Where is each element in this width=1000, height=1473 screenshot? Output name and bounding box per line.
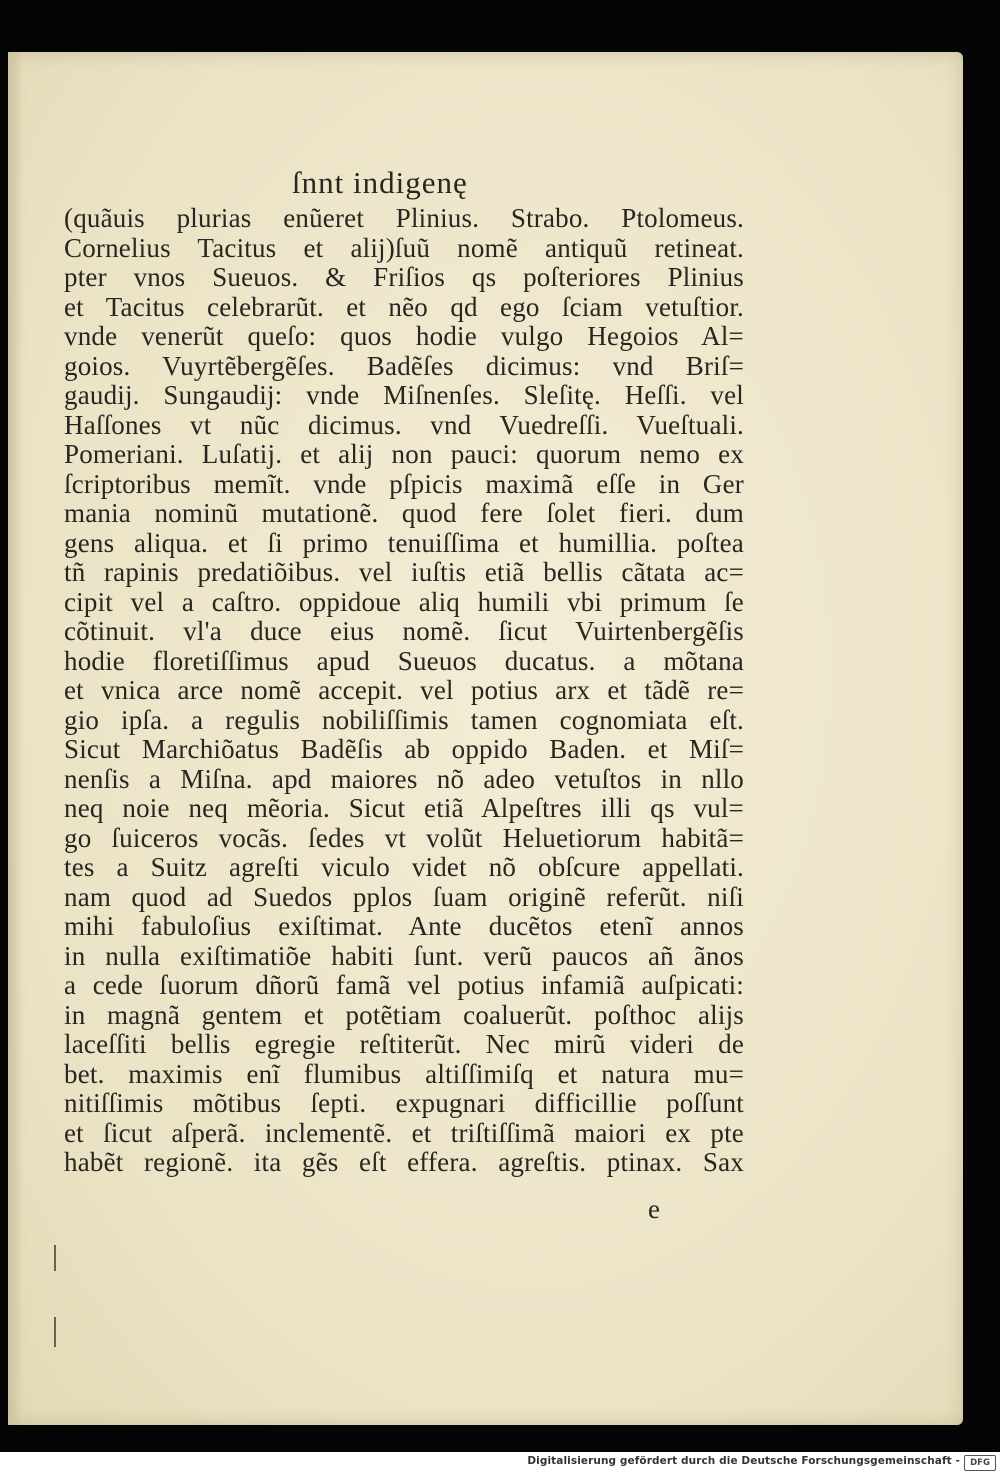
signature-mark: e bbox=[648, 1194, 660, 1224]
text-line: Sicut Marchiõatus Badẽſis ab oppido Baden. et Miſ= bbox=[64, 734, 744, 764]
text-line: Haſſones vt nũc dicimus. vnd Vuedreſſi. Vueſtuali. bbox=[64, 409, 744, 440]
text-line: cipit vel a caſtro. oppidoue aliq humili vbi primum ſe bbox=[64, 586, 744, 617]
text-line: habẽt regionẽ. ita gẽs eſt effera. agreſtis. ptinax. Sax bbox=[64, 1147, 744, 1177]
text-line: vnde venerũt queſo: quos hodie vulgo Hegoios Al= bbox=[64, 321, 744, 351]
text-line: goios. Vuyrtẽbergẽſes. Badẽſes dicimus: vnd Briſ= bbox=[64, 350, 744, 381]
text-line: Pomeriani. Luſatij. et alij non pauci: quorum nemo ex bbox=[64, 439, 744, 469]
gutter-mark bbox=[54, 1245, 56, 1271]
text-line: ſcriptoribus memĩt. vnde pſpicis maximã eſſe in Ger bbox=[64, 468, 744, 499]
text-block bbox=[64, 162, 744, 1178]
text-line: et ſicut aſperã. inclementẽ. et triſtiſſimã maiori ex pte bbox=[64, 1117, 744, 1148]
page-edge-shadow bbox=[8, 52, 22, 1425]
text-line: in nulla exiſtimatiõe habiti ſunt. verũ paucos añ ãnos bbox=[64, 940, 744, 971]
dfg-logo-icon: DFG bbox=[964, 1455, 996, 1471]
text-line: mihi fabuloſius exiſtimat. Ante ducẽtos etenĩ annos bbox=[64, 911, 744, 941]
book-page bbox=[8, 52, 963, 1425]
text-line: neq noie neq mẽoria. Sicut etiã Alpeſtres illi qs vul= bbox=[64, 793, 744, 823]
text-line: bet. maximis enĩ flumibus altiſſimiſq et natura mu= bbox=[64, 1058, 744, 1089]
text-line: go ſuiceros vocãs. ſedes vt volũt Heluetiorum habitã= bbox=[64, 822, 744, 853]
text-line: tes a Suitz agreſti viculo videt nõ obſcure appellati. bbox=[64, 852, 744, 882]
text-line: tñ rapinis predatiõibus. vel iuſtis etiã bellis cãtata ac= bbox=[64, 557, 744, 587]
text-line: gens aliqua. et ſi primo tenuiſſima et humillia. poſtea bbox=[64, 527, 744, 558]
text-line: gaudij. Sungaudij: vnde Miſnenſes. Sleſitę. Heſſi. vel bbox=[64, 380, 744, 410]
text-line: nitiſſimis mõtibus ſepti. expugnari difficillie poſſunt bbox=[64, 1088, 744, 1118]
text-line: (quãuis plurias enũeret Plinius. Strabo. Ptolomeus. bbox=[64, 203, 744, 233]
text-line: in magnã gentem et potẽtiam coaluerũt. poſthoc alijs bbox=[64, 999, 744, 1030]
text-line: nam quod ad Suedos pplos ſuam originẽ referũt. niſi bbox=[64, 881, 744, 912]
running-heading: ſnnt indigenę bbox=[292, 165, 468, 200]
footer-credit: Digitalisierung gefördert durch die Deutsche Forschungsgemeinschaft - bbox=[527, 1455, 960, 1467]
text-line: mania nominũ mutationẽ. quod fere ſolet fieri. dum bbox=[64, 498, 744, 528]
text-line: et Tacitus celebrarũt. et nẽo qd ego ſciam vetuſtior. bbox=[64, 291, 744, 322]
text-line: Cornelius Tacitus et alij)ſuũ nomẽ antiquũ retineat. bbox=[64, 232, 744, 263]
text-line: a cede ſuorum dñorũ famã vel potius infamiã auſpicati: bbox=[64, 970, 744, 1000]
gutter-mark bbox=[54, 1317, 56, 1347]
text-line: gio ipſa. a regulis nobiliſſimis tamen cognomiata eſt. bbox=[64, 704, 744, 735]
text-line: nenſis a Miſna. apd maiores nõ adeo vetuſtos in nllo bbox=[64, 763, 744, 794]
text-line: hodie floretiſſimus apud Sueuos ducatus. a mõtana bbox=[64, 645, 744, 676]
text-line: cõtinuit. vl'a duce eius nomẽ. ſicut Vuirtenbergẽſis bbox=[64, 616, 744, 646]
footer-bar bbox=[0, 1452, 1000, 1473]
text-line: et vnica arce nomẽ accepit. vel potius arx et tãdẽ re= bbox=[64, 675, 744, 705]
text-line: laceſſiti bellis egregie reſtiterũt. Nec mirũ videri de bbox=[64, 1029, 744, 1059]
text-line: pter vnos Sueuos. & Friſios qs poſteriores Plinius bbox=[64, 262, 744, 292]
